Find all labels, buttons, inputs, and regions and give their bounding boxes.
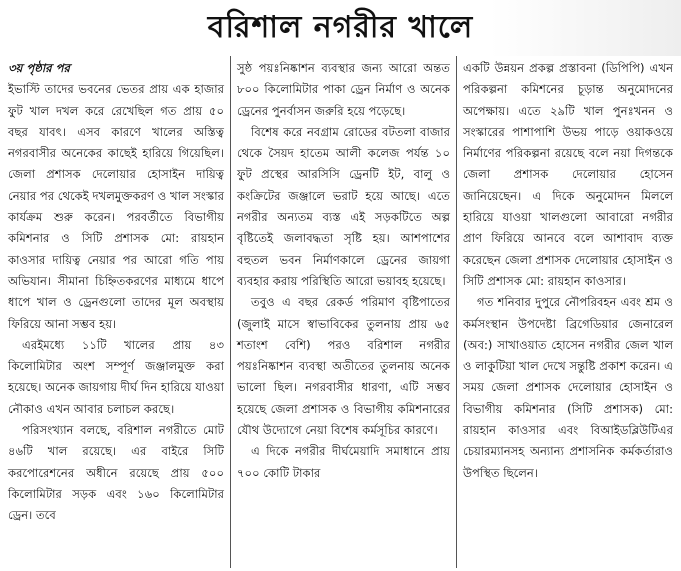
article-column-3: [456, 56, 679, 568]
paragraph: এরইমধ্যে ১১টি খালের প্রায় ৪৩ কিলোমিটার অংশ সম্পূর্ণ জঞ্জালমুক্ত করা হয়েছে। অনেক জায়গায় দীর্ঘ দিন হারিয়ে যাওয়া নৌকাও এখন আবার চলাচল করছে।: [8, 337, 224, 416]
paragraph: সুষ্ঠ পয়ঃনিষ্কাশন ব্যবস্থার জন্য আরো অন্তত ৮০০ কিলোমিটার পাকা ড্রেন নির্মাণ ও অনেক ড্রেনের পুনর্বাসন জরুরি হয়ে পড়েছে।: [237, 61, 450, 118]
paragraph: তবুও এ বছর রেকর্ড পরিমাণ বৃষ্টিপাতের (জুলাই মাসে স্বাভাবিকের তুলনায় প্রায় ৬৫ শতাংশ বেশি) পরও বরিশাল নগরীর পয়ঃনিষ্কাশন ব্যবস্থা অতীতের তুলনায় অনেক ভালো ছিল। নগরবাসীর ধারণা, এটি সম্ভব হয়েছে জেলা প্রশাসক ও বিভাগীয় কমিশনারের যৌথ উদ্যোগে নেয়া বিশেষ কর্মসূচির কারণে।: [237, 295, 450, 438]
paragraph: পরিসংখ্যান বলছে, বরিশাল নগরীতে মোট ৪৬টি খাল রয়েছে। এর বাইরে সিটি করপোরেশনের অধীনে রয়েছে প্রায় ৫০০ কিলোমিটার সড়ক এবং ১৬০ কিলোমিটার ড্রেন। তবে: [8, 423, 224, 523]
paragraph: এ দিকে নগরীর দীর্ঘমেয়াদি সমাধানে প্রায় ৭০০ কোটি টাকার: [237, 444, 450, 480]
headline-banner: [0, 0, 681, 56]
article-body: [2, 56, 679, 568]
paragraph: বিশেষ করে নবগ্রাম রোডের বটতলা বাজার থেকে সৈয়দ হাতেম আলী কলেজ পর্যন্ত ১০ ফুট প্রস্থের আরসিসি ড্রেনটি ইট, বালু ও কংক্রিটের জঞ্জালে ভরাট হয়ে আছে। এতে নগরীর অন্যতম ব্যস্ত এই সড়কটিতে অল্প বৃষ্টিতেই জলাবদ্ধতা সৃষ্টি হয়। আশপাশের বহুতল ভবন নির্মাণকালে ড্রেনের জায়গা ব্যবহার করায় পরিস্থিতি আরো ভয়াবহ হয়েছে।: [237, 124, 450, 288]
article-column-1: [2, 56, 230, 568]
paragraph: একটি উন্নয়ন প্রকল্প প্রস্তাবনা (ডিপিপি) এখন পরিকল্পনা কমিশনের চূড়ান্ত অনুমোদনের অপেক্ষায়। এতে ২৯টি খাল পুনঃখনন ও সংস্কারের পাশাপাশি উভয় পাড়ে ওয়াকওয়ে নির্মাণের পরিকল্পনা রয়েছে বলে নয়া দিগন্তকে জেলা প্রশাসক দেলোয়ার হোসেন জানিয়েছেন। এ দিকে অনুমোদন মিললে হারিয়ে যাওয়া খালগুলো আবারো নগরীর প্রাণ ফিরিয়ে আনবে বলে আশাবাদ ব্যক্ত করেছেন জেলা প্রশাসক দেলোয়ার হোসাইন ও সিটি প্রশাসক মো: রায়হান কাওসার।: [463, 61, 673, 288]
article-column-2: [230, 56, 456, 568]
headline: বরিশাল নগরীর খালে: [207, 9, 474, 45]
paragraph: ইভাস্টি তাদের ভবনের ভেতর প্রায় এক হাজার ফুট খাল দখল করে রেখেছিল গত প্রায় ৫০ বছর যাবৎ। এসব কারণে খালের অস্তিত্ব নগরবাসীর অনেকের কাছেই হারিয়ে গিয়েছিল। জেলা প্রশাসক দেলোয়ার হোসাইন দায়িত্ব নেয়ার পর থেকেই দখলমুক্তকরণ ও খাল সংস্কার কার্যক্রম শুরু করেন। পরবর্তীতে বিভাগীয় কমিশনার ও সিটি প্রশাসক মো: রায়হান কাওসার দায়িত্ব নেয়ার পর আরো গতি পায় অভিযান। সীমানা চিহ্নিতকরণের মাধ্যমে ধাপে ধাপে খাল ও ড্রেনগুলো তাদের মূল অবস্থায় ফিরিয়ে আনা সম্ভব হয়।: [8, 82, 224, 331]
continued-from-label: ৩য় পৃষ্ঠার পর: [8, 61, 70, 75]
paragraph: গত শনিবার দুপুরে নৌপরিবহন এবং শ্রম ও কর্মসংস্থান উপদেষ্টা ব্রিগেডিয়ার জেনারেল (অব:) সাখাওয়াত হোসেন নগরীর জেল খাল ও লাকুটিয়া খাল দেখে সন্তুষ্টি প্রকাশ করেন। এ সময় জেলা প্রশাসক দেলোয়ার হোসাইন ও বিভাগীয় কমিশনার (সিটি প্রশাসক) মো: রায়হান কাওসার এবং বিআইডব্লিউটিএর চেয়ারম্যানসহ অন্যান্য প্রশাসনিক কর্মকর্তারাও উপস্থিত ছিলেন।: [463, 295, 673, 480]
